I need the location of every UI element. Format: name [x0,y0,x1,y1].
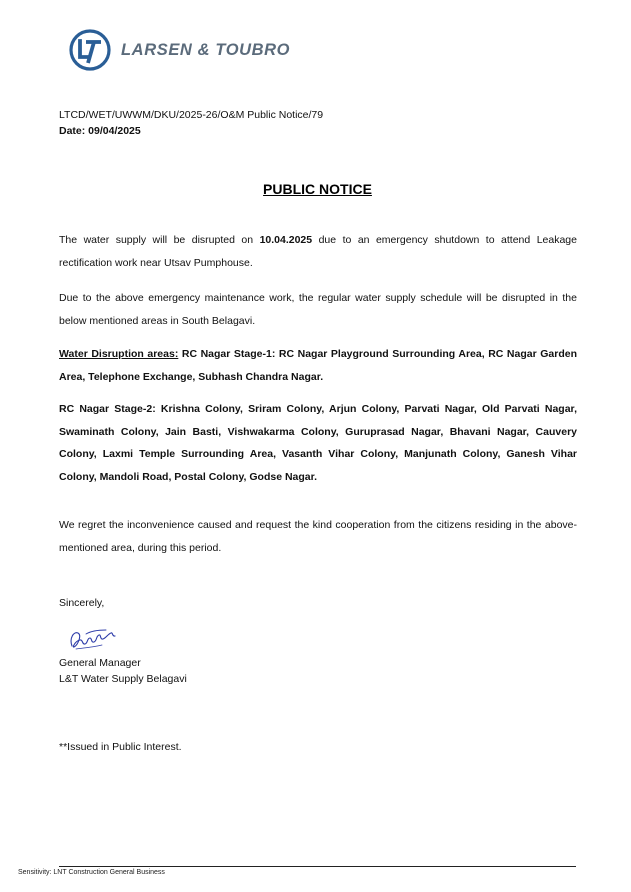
paragraph-text: The water supply will be disrupted on [59,234,260,246]
lt-logo-icon [69,29,111,71]
paragraph-regret: We regret the inconvenience caused and request the kind cooperation from the citizens residing in the above-mentioned area, during this period. [59,519,577,554]
paragraph-text: due to an emergency shutdown to attend Leakage rectification work near Utsav Pumphouse. [59,234,577,269]
salutation: Sincerely, [59,597,105,609]
paragraph-affected-areas-intro: Due to the above emergency maintenance work, the regular water supply schedule will be disrupted in the below mentioned areas in South Belagavi. [59,292,577,327]
company-logo [69,29,290,71]
paragraph-stage-1 [59,343,577,388]
signatory-organization: L&T Water Supply Belagavi [59,672,187,685]
areas-heading: Water Disruption areas: [59,348,179,360]
signature-icon [66,624,122,654]
signatory-block [59,656,187,687]
paragraph-stage-2: RC Nagar Stage-2: Krishna Colony, Sriram Colony, Arjun Colony, Parvati Nagar, Old Parvati Nagar, Swaminath Colony, Jain Basti, Vishwakarma Colony, Guruprasad Nagar, Bhavani Nagar, Cauvery Colony, Laxmi Temple Surrounding Area, Vasanth Vihar Colony, Manjunath Colony, Ganesh Vihar Colony, Mandoli Road, Postal Colony, Godse Nagar. [59,403,577,483]
stage-1-areas: RC Nagar Stage-1: RC Nagar Playground Surrounding Area, RC Nagar Garden Area, Telephone Exchange, Subhash Chandra Nagar. [59,348,577,383]
reference-number: LTCD/WET/UWWM/DKU/2025-26/O&M Public Notice/79 [59,109,324,121]
reference-block [59,108,323,139]
disruption-date: 10.04.2025 [259,234,313,246]
signature [66,624,122,659]
footer-divider [59,866,576,867]
sensitivity-label: Sensitivity: LNT Construction General Business [18,869,165,876]
company-name: LARSEN & TOUBRO [121,40,291,59]
signatory-designation: General Manager [59,657,141,669]
paragraph-disruption [59,229,577,274]
public-interest-note: **Issued in Public Interest. [59,741,182,753]
page-title: PUBLIC NOTICE [263,181,372,197]
notice-date: Date: 09/04/2025 [59,124,141,137]
